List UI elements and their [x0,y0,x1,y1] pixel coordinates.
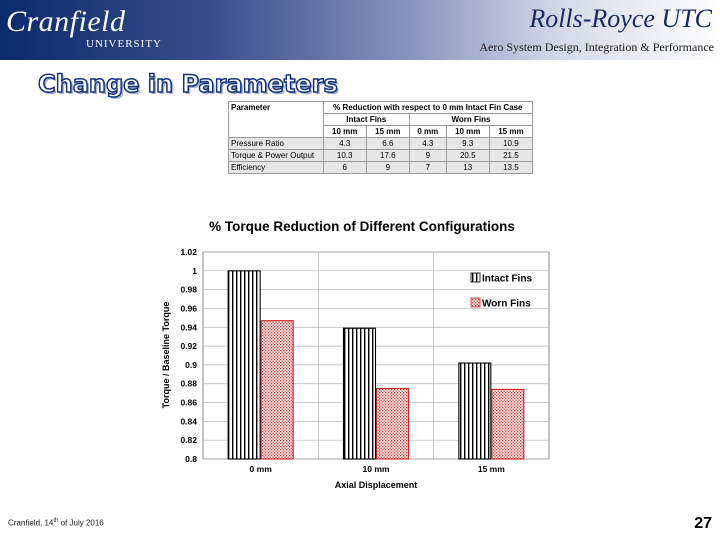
y-tick-label: 0.84 [180,416,197,427]
x-tick-label: 10 mm [362,464,390,474]
parameters-table [228,101,533,174]
y-tick-label: 0.8 [185,454,197,464]
y-axis [180,247,197,464]
x-axis-label: Axial Displacement [334,480,418,490]
table-cell: 4.3 [323,138,366,150]
row-label: Pressure Ratio [229,138,324,150]
y-tick-label: 0.82 [180,435,197,446]
university-label: UNIVERSITY [86,38,162,50]
sub-header: 15 mm [489,126,532,138]
footer-date-rest: of July 2016 [58,518,104,528]
footer-date-superscript: th [53,518,59,524]
table-cell: 6.6 [366,138,409,150]
torque-chart [160,212,580,494]
table-cell: 10.9 [489,138,532,150]
y-tick-label: 1.02 [180,247,197,257]
page-title: Change in Parameters [38,70,338,98]
bar-worn-fins [377,388,409,459]
y-tick-label: 0.92 [180,341,197,352]
worn-group-header: Worn Fins [409,114,532,126]
table-cell: 21.5 [489,150,532,162]
header-banner [0,0,720,60]
y-tick-label: 1 [192,265,197,276]
chart-title: % Torque Reduction of Different Configurations [209,219,515,234]
bar-intact-fins [459,363,491,459]
bar-worn-fins [492,389,524,459]
y-tick-label: 0.86 [180,397,197,408]
sub-header: 0 mm [409,126,446,138]
legend-label-intact: Intact Fins [482,273,533,285]
reduction-header: % Reduction with respect to 0 mm Intact Fin Case [323,102,532,114]
slide-number: 27 [694,515,712,532]
table-row [229,162,533,174]
sub-header: 10 mm [446,126,489,138]
x-tick-label: 0 mm [249,464,272,474]
footer-date [8,518,104,528]
table-cell: 13 [446,162,489,174]
table-cell: 6 [323,162,366,174]
bar-intact-fins [344,328,376,459]
bar-intact-fins [228,271,260,459]
row-label: Efficiency [229,162,324,174]
y-tick-label: 0.94 [180,322,197,333]
x-axis [250,464,506,474]
sub-header: 10 mm [323,126,366,138]
table-row [229,150,533,162]
y-tick-label: 0.88 [180,378,197,389]
param-header: Parameter [229,102,324,138]
bar-worn-fins [261,321,293,459]
legend-label-worn: Worn Fins [482,298,531,310]
legend-swatch-worn [471,298,480,307]
row-label: Torque & Power Output [229,150,324,162]
table-cell: 17.6 [366,150,409,162]
x-tick-label: 15 mm [477,464,505,474]
brand-subtitle: Aero System Design, Integration & Performance [479,40,714,54]
footer-date-text: Cranfield, 14 [8,518,54,528]
table-cell: 13.5 [489,162,532,174]
table-row [229,138,533,150]
cranfield-logo: Cranfield [6,5,126,38]
table-cell: 10.3 [323,150,366,162]
legend-swatch-intact [471,273,480,282]
intact-group-header: Intact Fins [323,114,409,126]
sub-header: 15 mm [366,126,409,138]
table-cell: 9.3 [446,138,489,150]
y-tick-label: 0.98 [180,284,197,295]
table-cell: 9 [366,162,409,174]
y-tick-label: 0.96 [180,303,197,314]
brand-title: Rolls-Royce UTC [529,4,712,33]
table-cell: 9 [409,150,446,162]
y-tick-label: 0.9 [185,359,197,370]
table-cell: 4.3 [409,138,446,150]
table-cell: 7 [409,162,446,174]
y-axis-label: Torque / Baseline Torque [161,301,171,409]
table-cell: 20.5 [446,150,489,162]
